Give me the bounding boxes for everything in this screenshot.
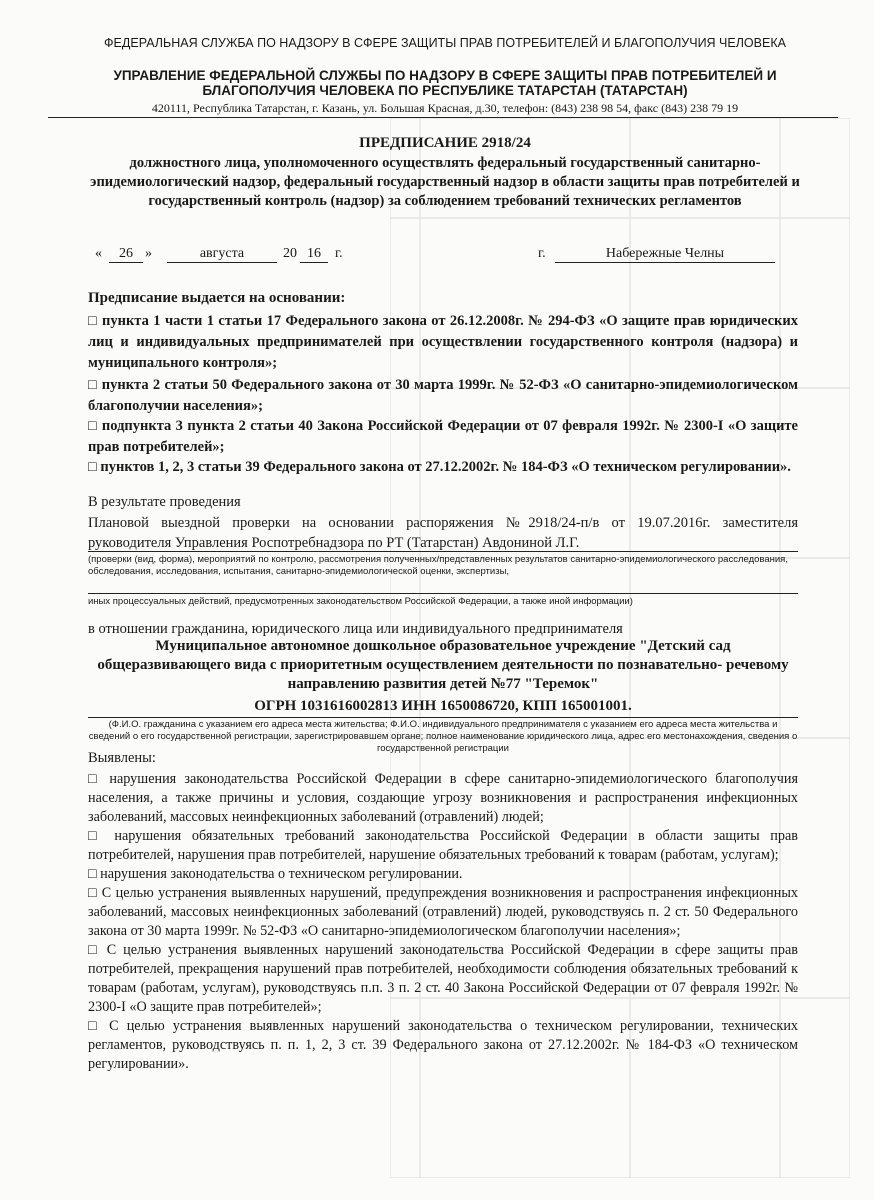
date-day: 26: [109, 246, 143, 263]
inspection-rule: [88, 551, 798, 552]
finding-item: □ нарушения законодательства Российской Федерации в сфере санитарно-эпидемиологического благополучия населения, а также причины и условия, создающие угрозу возникновения и распространения инфекционных заболеваний, массовых неинфекционных заболеваний (отравлений) людей;: [88, 771, 798, 825]
date-close-quote: »: [145, 246, 152, 261]
basis-item-2: □ пункта 2 статьи 50 Федерального закона от 30 марта 1999г. № 52-ФЗ «О санитарно-эпидемиологическом благополучии населения»;: [88, 377, 798, 414]
date-year-suffix: 16: [300, 246, 328, 263]
organization-name: Муниципальное автономное дошкольное образовательное учреждение "Детский сад общеразвивающего вида с приоритетным осуществлением деятельности по познавательно- речевому направлению развития детей №77 "Теремок": [97, 638, 789, 692]
finding-item: □ С целью устранения выявленных нарушений законодательства Российской Федерации в сфере защиты прав потребителей, прекращения нарушений прав потребителей, необходимости соблюдения обязательных требований к товарам (работам, услугам), руководствуясь п.п. 3 п. 2 ст. 40 Закона Российской Федерации от 07 февраля 1992г. № 2300-I «О защите прав потребителей»;: [88, 942, 798, 1015]
regarding-label: в отношении гражданина, юридического лица или индивидуального предпринимателя: [88, 621, 623, 637]
inspection-text: Плановой выездной проверки на основании распоряжения №2918/24-п/в от 19.07.2016г. заместителя руководителя Управления Роспотребнадзора по РТ (Татарстан) Авдониной Л.Г.: [88, 515, 798, 551]
header-rule: [48, 117, 838, 118]
inspection-note: (проверки (вид, форма), мероприятий по контролю, рассмотрения полученных/представленных результатов санитарно-эпидемиологического расследования, обследования, исследования, испытания, санитарно-эпидемиологической оценки, экспертизы,: [88, 554, 788, 577]
basis-item-1: □ пункта 1 части 1 статьи 17 Федерального закона от 26.12.2008г. № 294-ФЗ «О защите прав юридических лиц и индивидуальных предпринимателей при осуществлении государственного контроля (надзора) и муниципального контроля»;: [88, 313, 798, 371]
inspection-rule-2: [88, 593, 798, 594]
date-open-quote: «: [95, 246, 102, 261]
city-name: Набережные Челны: [555, 246, 775, 263]
date-year-label: г.: [335, 246, 343, 261]
agency-name: ФЕДЕРАЛЬНАЯ СЛУЖБА ПО НАДЗОРУ В СФЕРЕ ЗАЩИТЫ ПРАВ ПОТРЕБИТЕЛЕЙ И БЛАГОПОЛУЧИЯ ЧЕЛОВЕКА: [104, 36, 786, 50]
organization-note: (Ф.И.О. гражданина с указанием его адреса места жительства; Ф.И.О. индивидуального предпринимателя с указанием его адреса места жительства и сведений о его государственной регистрации, зарегистрировавшем органе; полное наименование юридического лица, адрес его местонахождения, сведения о государственной регистрации: [88, 719, 798, 754]
date-line: [95, 246, 795, 268]
city-label: г.: [538, 246, 546, 261]
document-title: ПРЕДПИСАНИЕ 2918/24: [359, 135, 531, 151]
document-subtitle: должностного лица, уполномоченного осуществлять федеральный государственный санитарно-эпидемиологический надзор, федеральный государственный надзор в области защиты прав потребителей и государственный контроль (надзор) за соблюдением требований технических регламентов: [90, 155, 800, 209]
date-month: августа: [167, 246, 277, 263]
basis-heading: Предписание выдается на основании:: [88, 290, 346, 306]
finding-item: □ С целью устранения выявленных нарушений законодательства о техническом регулировании, технических регламентов, руководствуясь п. п. 1, 2, 3 ст. 39 Федерального закона от 27.12.2002г. № 184-ФЗ «О техническом регулировании».: [88, 1018, 798, 1072]
finding-item: □ нарушения обязательных требований законодательства Российской Федерации в области защиты прав потребителей, нарушения прав потребителей, нарушение обязательных требований к товарам (работам, услугам);: [88, 828, 798, 863]
date-year-prefix: 20: [283, 246, 297, 261]
basis-item-4: □ пунктов 1, 2, 3 статьи 39 Федерального закона от 27.12.2002г. № 184-ФЗ «О техническом регулировании».: [88, 459, 791, 475]
findings-list: [88, 770, 798, 1074]
inspection-note-2: иных процессуальных действий, предусмотренных законодательством Российской Федерации, а также иной информации): [88, 596, 633, 607]
organization-rule: [88, 717, 798, 718]
result-label: В результате проведения: [88, 494, 241, 510]
finding-item: □ С целью устранения выявленных нарушений, предупреждения возникновения и распространения инфекционных заболеваний, массовых неинфекционных заболеваний (отравлений) людей, руководствуясь п. 2 ст. 50 Федерального закона от 30 марта 1999г. № 52-ФЗ «О санитарно-эпидемиологическом благополучии населения»;: [88, 885, 798, 939]
department-address: 420111, Республика Татарстан, г. Казань, ул. Большая Красная, д.30, телефон: (843) 238 98 54, факс (843) 238 79 19: [151, 101, 739, 115]
basis-item-3: □ подпункта 3 пункта 2 статьи 40 Закона Российской Федерации от 07 февраля 1992г. № 2300-I «О защите прав потребителей»;: [88, 418, 798, 455]
department-name: УПРАВЛЕНИЕ ФЕДЕРАЛЬНОЙ СЛУЖБЫ ПО НАДЗОРУ В СФЕРЕ ЗАЩИТЫ ПРАВ ПОТРЕБИТЕЛЕЙ И БЛАГОПОЛУЧИЯ ЧЕЛОВЕКА ПО РЕСПУБЛИКЕ ТАТАРСТАН (ТАТАРСТАН): [113, 68, 777, 98]
findings-label: Выявлены:: [88, 750, 156, 766]
organization-ogrn: ОГРН 1031616002813 ИНН 1650086720, КПП 165001001.: [254, 698, 632, 714]
finding-item: □ нарушения законодательства о техническом регулировании.: [88, 866, 463, 882]
